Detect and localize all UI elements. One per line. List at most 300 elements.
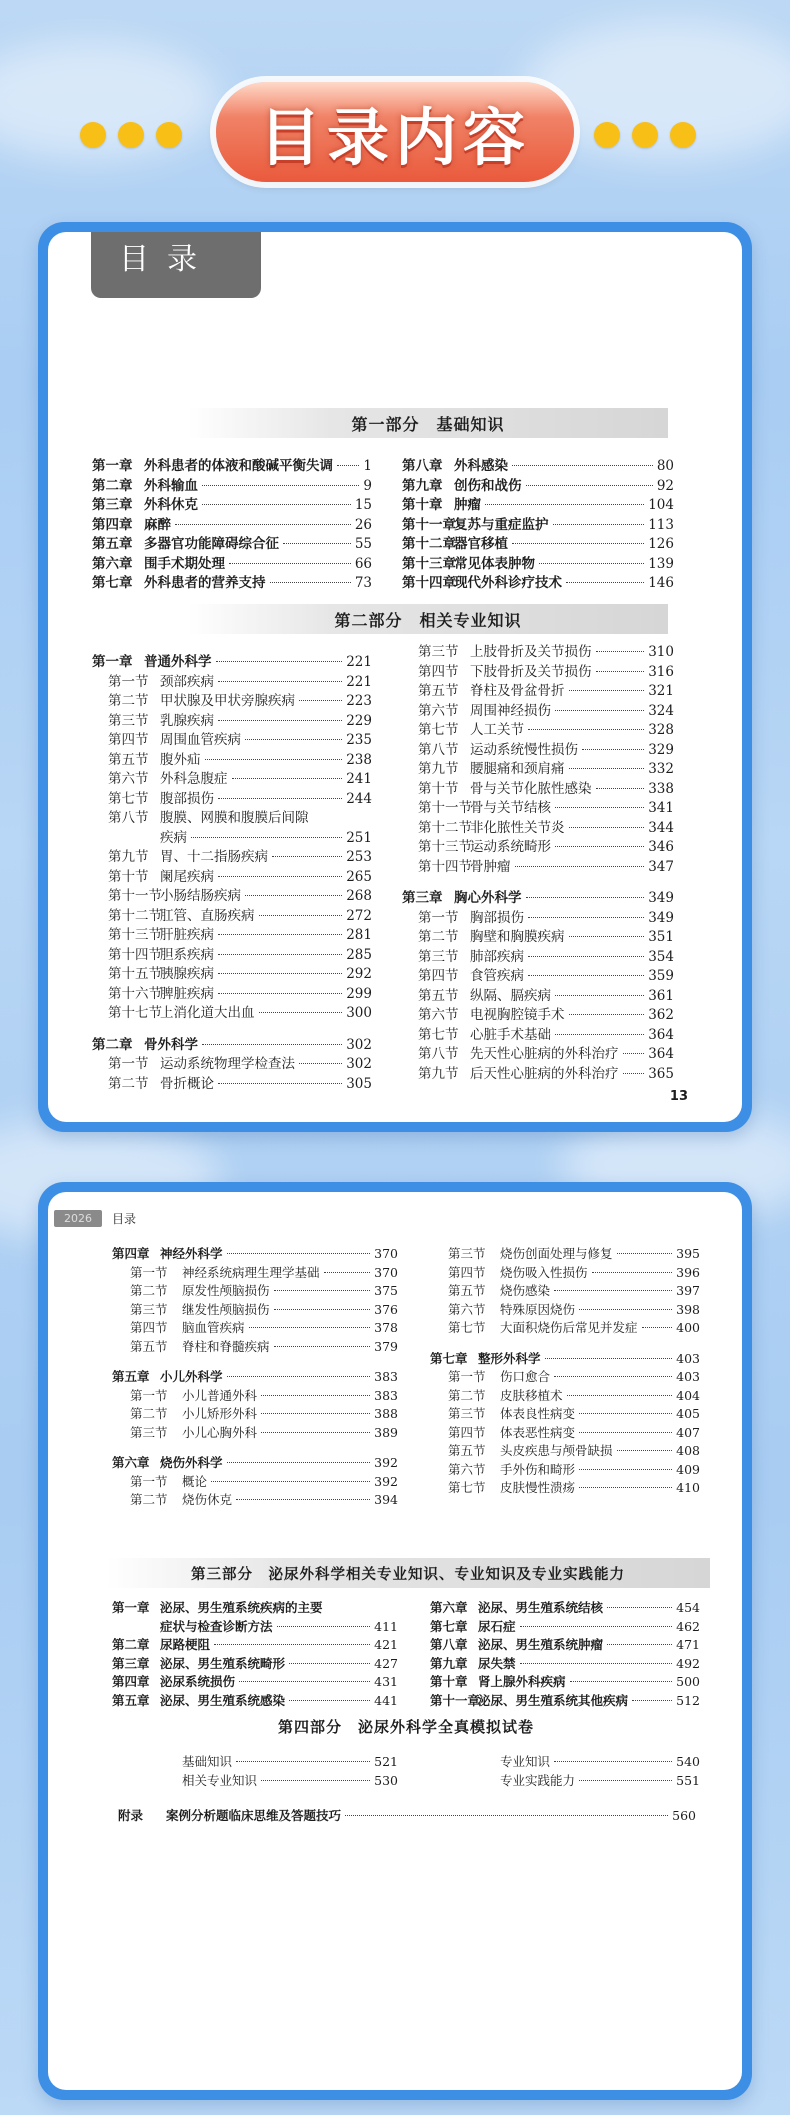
toc-row[interactable] xyxy=(402,796,674,816)
toc-row[interactable] xyxy=(402,738,674,758)
toc-section-number: 第八节 xyxy=(418,1046,459,1062)
toc-entry-title: 电视胸腔镜手术 xyxy=(470,1007,565,1023)
toc-row[interactable] xyxy=(430,1300,700,1319)
leader-dots xyxy=(214,1644,370,1645)
leader-dots xyxy=(274,1309,371,1310)
toc-page-number: 379 xyxy=(374,1338,398,1354)
leader-dots xyxy=(216,661,343,662)
toc-entry-title: 神经外科学 xyxy=(160,1246,223,1261)
toc-section-number: 第二节 xyxy=(130,1492,168,1507)
toc-row[interactable] xyxy=(402,1062,674,1082)
toc-section-number: 第三节 xyxy=(418,948,459,965)
toc-section-number: 第四节 xyxy=(130,1320,168,1335)
toc-row[interactable] xyxy=(112,1453,398,1472)
leader-dots xyxy=(566,582,644,583)
toc-row[interactable] xyxy=(112,1404,398,1423)
toc-page-number: 328 xyxy=(648,722,674,738)
dot-decoration xyxy=(632,122,658,148)
toc-entry-title: 神经系统病理生理学基础 xyxy=(182,1264,320,1280)
toc-entry-title: 胸壁和胸膜疾病 xyxy=(470,929,565,945)
toc-section-number: 第三节 xyxy=(130,1424,168,1440)
toc-row[interactable] xyxy=(92,845,372,865)
toc-row[interactable] xyxy=(402,513,674,533)
toc-row[interactable] xyxy=(112,1244,398,1263)
toc-entry-title: 胃、十二指肠疾病 xyxy=(160,849,268,865)
toc-row[interactable] xyxy=(92,650,372,670)
toc-gap xyxy=(430,1337,700,1349)
toc-page-number: 403 xyxy=(676,1350,700,1366)
toc-section-number: 第二节 xyxy=(130,1406,168,1421)
toc-page-number: 229 xyxy=(346,712,372,729)
toc-page-number: 55 xyxy=(354,536,372,552)
toc-page-number: 396 xyxy=(676,1264,700,1280)
toc-row[interactable] xyxy=(402,945,674,965)
toc-section-number: 第十二节 xyxy=(108,907,162,924)
leader-dots xyxy=(526,485,653,486)
toc-page-number: 66 xyxy=(354,555,372,572)
leader-dots xyxy=(579,1469,672,1470)
part1-heading: 第一部分 基础知识 xyxy=(188,408,668,438)
leader-dots xyxy=(227,1462,371,1463)
leader-dots xyxy=(236,1761,370,1762)
toc-page-number: 530 xyxy=(374,1772,398,1788)
toc-entry-title: 食管疾病 xyxy=(470,968,524,984)
toc-section-number: 第八节 xyxy=(418,741,459,758)
toc-page-number: 346 xyxy=(648,839,674,855)
toc-page-number: 92 xyxy=(656,477,674,494)
leader-dots xyxy=(259,915,343,916)
toc-page-number: 492 xyxy=(676,1655,700,1671)
toc-entry-title: 腹外疝 xyxy=(160,751,201,768)
toc-page-1 xyxy=(48,232,742,1122)
toc-row[interactable] xyxy=(112,1490,398,1509)
toc-page-number: 341 xyxy=(648,800,674,816)
toc-entry-title: 甲状腺及甲状旁腺疾病 xyxy=(160,693,295,709)
toc-row[interactable] xyxy=(402,777,674,797)
toc-entry-title: 皮肤移植术 xyxy=(500,1387,563,1403)
leader-dots xyxy=(520,1663,673,1664)
toc-row[interactable] xyxy=(402,718,674,738)
appendix-entry xyxy=(118,1806,696,1825)
leader-dots xyxy=(592,1272,673,1273)
toc-chapter-number: 第九章 xyxy=(430,1655,468,1671)
toc-page-number: 1 xyxy=(363,458,372,474)
toc-entry-title: 肾上腺外科疾病 xyxy=(478,1674,566,1689)
toc-row[interactable] xyxy=(430,1598,700,1617)
leader-dots xyxy=(324,1272,371,1273)
part1-left-column xyxy=(92,454,372,591)
toc-row[interactable] xyxy=(92,1001,372,1021)
toc-entry-title: 疾病 xyxy=(160,829,187,846)
toc-entry-title: 纵隔、膈疾病 xyxy=(470,987,551,1004)
part3-heading: 第三部分 泌尿外科学相关专业知识、专业知识及专业实践能力 xyxy=(106,1558,710,1588)
toc-entry-title: 烧伤休克 xyxy=(182,1492,233,1507)
toc-row[interactable] xyxy=(92,884,372,904)
toc-entry-title: 上消化道大出血 xyxy=(160,1005,255,1021)
toc-page-number: 400 xyxy=(676,1320,700,1335)
toc-row[interactable] xyxy=(92,943,372,963)
toc-section-number: 第十五节 xyxy=(108,966,162,982)
toc-row[interactable] xyxy=(402,454,674,474)
toc-gap xyxy=(402,874,674,886)
leader-dots xyxy=(218,1083,342,1084)
toc-entry-title: 大面积烧伤后常见并发症 xyxy=(500,1320,638,1335)
toc-section-number: 第七节 xyxy=(448,1320,486,1335)
toc-row[interactable] xyxy=(112,1367,398,1386)
toc-section-number: 第六节 xyxy=(108,771,149,787)
leader-dots xyxy=(554,1376,672,1377)
toc-row[interactable] xyxy=(92,670,372,690)
toc-section-number: 第十二节 xyxy=(418,819,472,836)
toc-page-number: 370 xyxy=(374,1246,398,1261)
toc-page-number: 383 xyxy=(374,1369,398,1384)
toc-row[interactable] xyxy=(92,962,372,982)
toc-row[interactable] xyxy=(430,1771,700,1790)
toc-entry-title: 外科感染 xyxy=(454,458,508,474)
part4-left-column xyxy=(112,1752,398,1789)
toc-row[interactable] xyxy=(430,1672,700,1691)
toc-page-number: 347 xyxy=(648,858,674,875)
toc-page-number: 362 xyxy=(648,1007,674,1023)
toc-row[interactable] xyxy=(112,1752,398,1771)
toc-gap xyxy=(112,1355,398,1367)
toc-page-number: 302 xyxy=(346,1056,372,1072)
toc-row[interactable] xyxy=(92,1072,372,1092)
toc-page-number: 272 xyxy=(346,907,372,924)
toc-row[interactable] xyxy=(112,1598,398,1617)
toc-row[interactable] xyxy=(92,865,372,885)
toc-row[interactable] xyxy=(402,640,674,660)
year-badge: 2026 xyxy=(54,1210,102,1227)
toc-page-number: 560 xyxy=(672,1808,696,1823)
toc-entry-title: 心脏手术基础 xyxy=(470,1026,551,1043)
toc-row[interactable] xyxy=(92,552,372,572)
toc-row[interactable] xyxy=(112,1263,398,1282)
leader-dots xyxy=(520,1626,673,1627)
toc-row[interactable] xyxy=(430,1386,700,1405)
toc-row[interactable] xyxy=(430,1367,700,1386)
toc-section-number: 第一节 xyxy=(130,1264,168,1280)
leader-dots xyxy=(261,1395,370,1396)
toc-entry-title: 周围神经损伤 xyxy=(470,702,551,719)
toc-row[interactable] xyxy=(92,1033,372,1053)
toc-row[interactable] xyxy=(402,964,674,984)
toc-section-number: 第二节 xyxy=(448,1387,486,1403)
toc-page-number: 344 xyxy=(648,819,674,836)
toc-section-number: 第十一节 xyxy=(108,888,162,904)
toc-row[interactable] xyxy=(430,1349,700,1368)
toc-row[interactable] xyxy=(430,1654,700,1673)
toc-page-number: 409 xyxy=(676,1461,700,1477)
toc-row[interactable] xyxy=(92,454,372,474)
dot-decoration xyxy=(156,122,182,148)
toc-page-number: 410 xyxy=(676,1480,700,1495)
toc-row[interactable] xyxy=(112,1771,398,1790)
page-number: 13 xyxy=(669,1089,688,1104)
toc-page-number: 354 xyxy=(648,948,674,965)
toc-page-number: 244 xyxy=(346,790,372,807)
toc-section-number: 第五节 xyxy=(130,1338,168,1354)
toc-entry-title: 基础知识 xyxy=(182,1754,233,1769)
toc-section-number: 第十四节 xyxy=(418,858,472,875)
toc-section-number: 第三节 xyxy=(448,1246,486,1261)
leader-dots xyxy=(555,846,644,847)
toc-chapter-number: 第五章 xyxy=(112,1369,150,1384)
toc-row[interactable] xyxy=(430,1691,700,1710)
toc-row[interactable] xyxy=(402,835,674,855)
leader-dots xyxy=(528,729,644,730)
leader-dots xyxy=(567,1395,673,1396)
toc-row[interactable] xyxy=(430,1441,700,1460)
toc-page-number: 394 xyxy=(374,1492,398,1507)
toc-page-number: 349 xyxy=(648,890,674,906)
toc-entry-title: 泌尿、男生殖系统疾病的主要 xyxy=(160,1600,323,1615)
toc-row[interactable] xyxy=(430,1617,700,1636)
toc-row[interactable] xyxy=(402,1023,674,1043)
toc-section-number: 第九节 xyxy=(418,1065,459,1082)
leader-dots xyxy=(632,1700,672,1701)
toc-row[interactable] xyxy=(92,826,372,846)
leader-dots xyxy=(554,1761,672,1762)
toc-tab: 目录 xyxy=(91,232,261,298)
leader-dots xyxy=(596,788,645,789)
right-dots xyxy=(594,122,696,148)
toc-row[interactable] xyxy=(402,1003,674,1023)
toc-row[interactable] xyxy=(92,748,372,768)
toc-row[interactable] xyxy=(430,1244,700,1263)
toc-row[interactable] xyxy=(92,728,372,748)
toc-row[interactable] xyxy=(112,1337,398,1356)
toc-chapter-number: 第一章 xyxy=(112,1600,150,1615)
toc-page-number: 359 xyxy=(648,968,674,984)
toc-page-number: 321 xyxy=(648,683,674,699)
toc-page-number: 462 xyxy=(676,1618,700,1634)
toc-section-number: 第五节 xyxy=(108,751,149,768)
toc-page-number: 392 xyxy=(374,1455,398,1470)
toc-row[interactable] xyxy=(92,532,372,552)
toc-entry-title: 乳腺疾病 xyxy=(160,712,214,729)
toc-page-number: 146 xyxy=(648,575,674,591)
leader-dots xyxy=(218,934,342,935)
leader-dots xyxy=(553,524,645,525)
toc-chapter-number: 第四章 xyxy=(112,1674,150,1689)
toc-row[interactable] xyxy=(92,767,372,787)
toc-row[interactable] xyxy=(112,1281,398,1300)
toc-entry-title: 手外伤和畸形 xyxy=(500,1461,576,1477)
toc-page-number: 324 xyxy=(648,702,674,719)
toc-page-number: 139 xyxy=(648,555,674,572)
toc-row[interactable] xyxy=(430,1478,700,1497)
toc-page-number: 316 xyxy=(648,663,674,680)
toc-row[interactable] xyxy=(430,1460,700,1479)
toc-row[interactable] xyxy=(402,1042,674,1062)
leader-dots xyxy=(596,651,645,652)
toc-row[interactable] xyxy=(112,1386,398,1405)
toc-section-number: 第四节 xyxy=(448,1264,486,1280)
toc-row[interactable] xyxy=(430,1404,700,1423)
toc-section-number: 第五节 xyxy=(448,1283,486,1298)
toc-row[interactable] xyxy=(112,1617,398,1636)
toc-section-number: 第二节 xyxy=(108,1075,149,1092)
toc-page-number: 9 xyxy=(363,477,372,494)
toc-chapter-number: 第九章 xyxy=(402,477,443,494)
toc-row[interactable] xyxy=(402,474,674,494)
toc-entry-title: 胸心外科学 xyxy=(454,890,522,906)
toc-entry-title: 头皮疾患与颅骨缺损 xyxy=(500,1443,613,1458)
toc-row[interactable] xyxy=(112,1672,398,1691)
toc-section-number: 第七节 xyxy=(448,1480,486,1495)
toc-entry-title: 烧伤外科学 xyxy=(160,1455,223,1470)
toc-row[interactable] xyxy=(402,816,674,836)
leader-dots xyxy=(555,1034,644,1035)
toc-row[interactable] xyxy=(112,1472,398,1491)
leader-dots xyxy=(261,1780,370,1781)
toc-row[interactable] xyxy=(402,552,674,572)
leader-dots xyxy=(555,710,644,711)
toc-entry-title: 后天性心脏病的外科治疗 xyxy=(470,1065,619,1082)
toc-entry-title: 非化脓性关节炎 xyxy=(470,819,565,836)
toc-row[interactable] xyxy=(112,1691,398,1710)
toc-page-number: 299 xyxy=(346,985,372,1002)
toc-entry-title: 骨与关节化脓性感染 xyxy=(470,780,592,797)
leader-dots xyxy=(202,1044,342,1045)
leader-dots xyxy=(607,1644,672,1645)
toc-page-number: 235 xyxy=(346,732,372,748)
toc-entry-title: 相关专业知识 xyxy=(182,1772,258,1788)
leader-dots xyxy=(617,1253,673,1254)
toc-entry-title: 骨与关节结核 xyxy=(470,800,551,816)
leader-dots xyxy=(512,465,653,466)
toc-row[interactable] xyxy=(92,982,372,1002)
toc-entry-title: 案例分析题临床思维及答题技巧 xyxy=(166,1808,342,1823)
toc-row[interactable] xyxy=(402,532,674,552)
toc-entry-title: 外科患者的体液和酸碱平衡失调 xyxy=(144,458,333,474)
toc-chapter-number: 第七章 xyxy=(92,575,133,591)
toc-page-number: 540 xyxy=(676,1754,700,1769)
leader-dots xyxy=(277,1626,371,1627)
toc-row[interactable] xyxy=(112,1635,398,1654)
toc-page-number: 404 xyxy=(676,1387,700,1403)
toc-row[interactable] xyxy=(402,679,674,699)
leader-dots xyxy=(218,954,342,955)
toc-row[interactable] xyxy=(402,855,674,875)
toc-section-number: 第一节 xyxy=(108,673,149,690)
toc-row[interactable] xyxy=(402,984,674,1004)
toc-page-2 xyxy=(48,1192,742,2090)
toc-section-number: 第六节 xyxy=(418,702,459,719)
toc-page-1-frame xyxy=(38,222,752,1132)
toc-section-number: 第十七节 xyxy=(108,1005,162,1021)
toc-chapter-number: 第十一章 xyxy=(430,1692,481,1708)
toc-section-number: 第五节 xyxy=(418,987,459,1004)
leader-dots xyxy=(526,897,645,898)
toc-row[interactable] xyxy=(92,904,372,924)
toc-gap xyxy=(112,1441,398,1453)
toc-page-number: 300 xyxy=(346,1005,372,1021)
toc-row[interactable] xyxy=(402,906,674,926)
toc-page-number: 302 xyxy=(346,1036,372,1053)
toc-row[interactable] xyxy=(118,1806,696,1825)
toc-chapter-number: 第三章 xyxy=(402,890,443,906)
part1-right-column xyxy=(402,454,674,591)
toc-row[interactable] xyxy=(92,1052,372,1072)
part4-heading: 第四部分 泌尿外科学全真模拟试卷 xyxy=(278,1718,535,1736)
part2-right-column xyxy=(402,640,674,1081)
toc-row[interactable] xyxy=(92,474,372,494)
toc-row[interactable] xyxy=(430,1281,700,1300)
part3-left-column xyxy=(112,1598,398,1709)
toc-row[interactable] xyxy=(430,1263,700,1282)
toc-row[interactable] xyxy=(402,886,674,906)
toc-row[interactable] xyxy=(92,493,372,513)
toc-page-number: 411 xyxy=(374,1618,398,1634)
leader-dots xyxy=(570,1681,673,1682)
toc-row[interactable] xyxy=(112,1654,398,1673)
toc-entry-title: 颈部疾病 xyxy=(160,673,214,690)
toc-chapter-number: 第四章 xyxy=(112,1246,150,1261)
toc-page-number: 408 xyxy=(676,1443,700,1458)
toc-row[interactable] xyxy=(430,1423,700,1442)
toc-page-number: 378 xyxy=(374,1320,398,1335)
toc-entry-title: 尿失禁 xyxy=(478,1655,516,1671)
toc-page-number: 521 xyxy=(374,1754,398,1769)
toc-row[interactable] xyxy=(402,925,674,945)
toc-row[interactable] xyxy=(92,513,372,533)
part3-right-column xyxy=(430,1598,700,1709)
toc-section-number: 第九节 xyxy=(108,849,149,865)
toc-row[interactable] xyxy=(402,699,674,719)
toc-row[interactable] xyxy=(430,1635,700,1654)
toc-page-number: 305 xyxy=(346,1075,372,1092)
toc-row[interactable] xyxy=(92,923,372,943)
toc-row[interactable] xyxy=(430,1752,700,1771)
toc-entry-title: 胰腺疾病 xyxy=(160,966,214,982)
toc-page-number: 375 xyxy=(374,1283,398,1298)
toc-section-number: 第十一节 xyxy=(418,800,472,816)
toc-row[interactable] xyxy=(112,1300,398,1319)
leader-dots xyxy=(528,975,644,976)
toc-row[interactable] xyxy=(112,1318,398,1337)
toc-section-number: 第六节 xyxy=(418,1007,459,1023)
toc-section-number: 第一节 xyxy=(108,1056,149,1072)
toc-row[interactable] xyxy=(92,806,372,826)
toc-row[interactable] xyxy=(402,493,674,513)
toc-entry-title: 器官移植 xyxy=(454,536,508,552)
toc-entry-title: 肺部疾病 xyxy=(470,948,524,965)
toc-row[interactable] xyxy=(402,571,674,591)
leader-dots xyxy=(555,995,644,996)
toc-row[interactable] xyxy=(402,660,674,680)
toc-row[interactable] xyxy=(92,787,372,807)
toc-row[interactable] xyxy=(112,1423,398,1442)
toc-row[interactable] xyxy=(92,571,372,591)
dot-decoration xyxy=(118,122,144,148)
toc-page-number: 407 xyxy=(676,1424,700,1440)
leader-dots xyxy=(227,1253,371,1254)
toc-row[interactable] xyxy=(92,689,372,709)
leader-dots xyxy=(236,1499,370,1500)
toc-section-number: 第六节 xyxy=(448,1461,486,1477)
toc-section-number: 第十节 xyxy=(418,780,459,797)
toc-section-number: 第十六节 xyxy=(108,985,162,1002)
toc-row[interactable] xyxy=(430,1318,700,1337)
leader-dots xyxy=(299,700,342,701)
toc-page-number: 104 xyxy=(648,497,674,513)
toc-row[interactable] xyxy=(92,709,372,729)
toc-row[interactable] xyxy=(402,757,674,777)
toc-gap xyxy=(92,1021,372,1033)
toc-chapter-number: 第一章 xyxy=(92,458,133,474)
